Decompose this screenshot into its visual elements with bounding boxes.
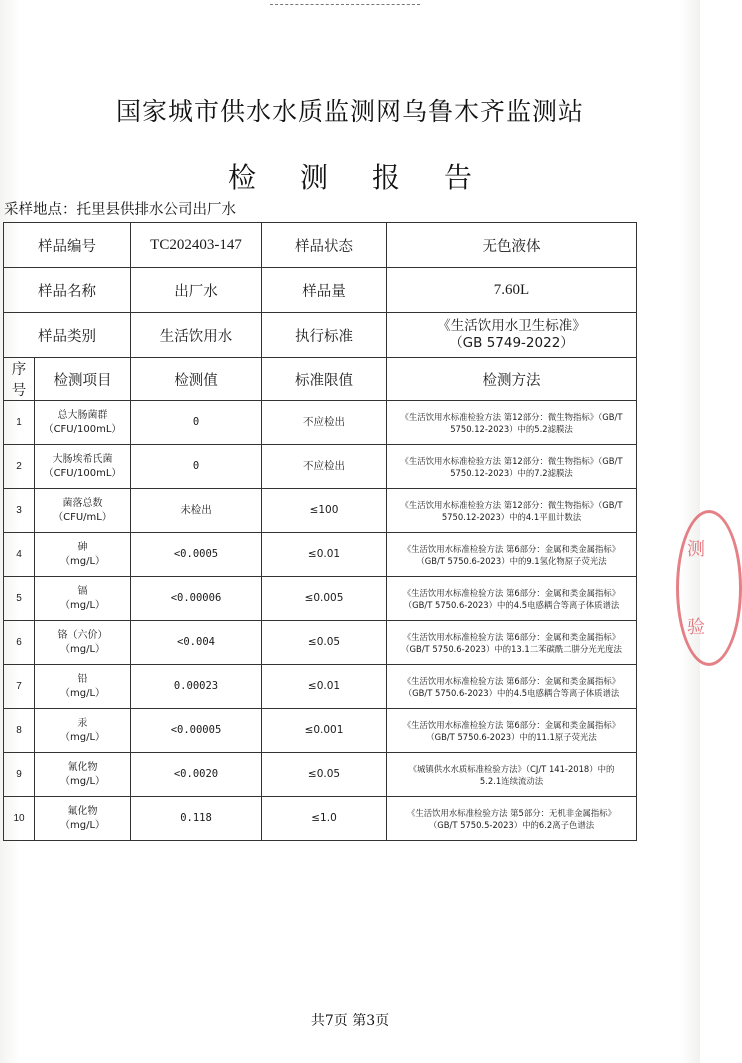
red-seal-stamp (676, 510, 742, 666)
test-value: <0.00006 (131, 577, 262, 621)
table-row (4, 401, 637, 445)
column-header-row (4, 358, 637, 401)
standard-limit: ≤0.01 (262, 665, 387, 709)
test-item (35, 665, 131, 709)
stamp-char: 测 (687, 539, 705, 560)
test-method-line: 《生活饮用水标准检验方法 第6部分：金属和类金属指标》 (402, 719, 621, 730)
standard-name: 《生活饮用水卫生标准》 (437, 318, 586, 334)
sample-state-value: 无色液体 (387, 223, 637, 268)
test-item (35, 533, 131, 577)
test-item-name: 大肠埃希氏菌 (52, 453, 113, 465)
table-row (4, 577, 637, 621)
test-method (387, 577, 637, 621)
test-method (387, 753, 637, 797)
test-method-line: 《生活饮用水标准检验方法 第6部分：金属和类金属指标》 (402, 675, 621, 686)
test-method-line: 《城镇供水水质标准检验方法》（CJ/T 141-2018）中的 (408, 763, 615, 774)
column-header-method: 检测方法 (387, 358, 637, 401)
test-method-line: 《生活饮用水标准检验方法 第6部分：金属和类金属指标》 (402, 631, 621, 642)
standard-limit: ≤100 (262, 489, 387, 533)
test-method-line: （GB/T 5750.6-2023）中的13.1二苯碳酰二肼分光光度法 (401, 643, 622, 654)
test-method (387, 621, 637, 665)
test-item-name: 镉 (77, 585, 88, 597)
test-item-unit: （CFU/mL） (53, 511, 112, 523)
row-number: 9 (4, 753, 35, 797)
test-value: 0 (131, 401, 262, 445)
test-item-name: 氰化物 (67, 761, 98, 773)
report-title-char: 检 (227, 161, 256, 194)
report-title-char: 报 (372, 161, 401, 194)
row-number: 8 (4, 709, 35, 753)
test-method-line: 5750.12-2023）中的5.2滤膜法 (450, 423, 573, 434)
row-number: 10 (4, 797, 35, 841)
sample-category-value: 生活饮用水 (131, 313, 262, 358)
row-number: 1 (4, 401, 35, 445)
test-value: 0.118 (131, 797, 262, 841)
table-row (4, 533, 637, 577)
test-item-name: 氟化物 (67, 805, 98, 817)
stamp-char: 验 (687, 617, 705, 638)
test-method-line: （GB/T 5750.6-2023）中的11.1原子荧光法 (426, 731, 597, 742)
test-method-line: （GB/T 5750.6-2023）中的4.5电感耦合等离子体质谱法 (403, 687, 620, 698)
row-number: 4 (4, 533, 35, 577)
sample-info-row (4, 268, 637, 313)
test-method-line: 《生活饮用水标准检验方法 第6部分：金属和类金属指标》 (402, 543, 621, 554)
standard-limit: 不应检出 (262, 445, 387, 489)
standard-label: 执行标准 (262, 313, 387, 358)
table-row (4, 797, 637, 841)
test-method-line: 《生活饮用水标准检验方法 第12部分：微生物指标》（GB/T (400, 411, 623, 422)
test-method (387, 797, 637, 841)
column-header-limit: 标准限值 (262, 358, 387, 401)
test-item (35, 489, 131, 533)
test-method-line: 《生活饮用水标准检验方法 第5部分：无机非金属指标》 (407, 807, 616, 818)
sample-id-label: 样品编号 (4, 223, 131, 268)
test-item-unit: （mg/L） (59, 555, 106, 567)
test-item-name: 砷 (77, 541, 88, 553)
test-item-unit: （mg/L） (59, 687, 106, 699)
sample-info-section (4, 223, 637, 401)
test-value: 未检出 (131, 489, 262, 533)
organization-title: 国家城市供水水质监测网乌鲁木齐监测站 (115, 97, 584, 126)
test-value: 0 (131, 445, 262, 489)
test-method-line: 5750.12-2023）中的7.2滤膜法 (450, 467, 573, 478)
test-item-unit: （CFU/100mL） (43, 467, 122, 479)
table-row (4, 489, 637, 533)
test-item (35, 445, 131, 489)
sample-amount-value: 7.60L (387, 268, 637, 313)
table-row (4, 665, 637, 709)
column-header-seq: 序号 (4, 358, 35, 401)
sample-name-label: 样品名称 (4, 268, 131, 313)
page-number: 共7页 第3页 (310, 1013, 390, 1029)
test-item-name: 总大肠菌群 (57, 409, 108, 421)
test-method-line: 《生活饮用水标准检验方法 第12部分：微生物指标》（GB/T (400, 455, 623, 466)
test-item (35, 577, 131, 621)
test-method (387, 445, 637, 489)
test-method-line: 《生活饮用水标准检验方法 第12部分：微生物指标》（GB/T (400, 499, 623, 510)
test-method-line: 5.2.1连续流动法 (479, 775, 544, 786)
sample-category-label: 样品类别 (4, 313, 131, 358)
test-method (387, 709, 637, 753)
test-value: 0.00023 (131, 665, 262, 709)
test-item-name: 铅 (77, 673, 88, 685)
test-item-unit: （CFU/100mL） (43, 423, 122, 435)
table-row (4, 445, 637, 489)
test-item-unit: （mg/L） (59, 731, 106, 743)
test-item-name: 汞 (77, 717, 88, 729)
test-item (35, 621, 131, 665)
test-item-unit: （mg/L） (59, 775, 106, 787)
standard-code: （GB 5749-2022） (449, 335, 574, 351)
sampling-location: 采样地点：托里县供排水公司出厂水 (4, 202, 236, 218)
test-item (35, 753, 131, 797)
test-item-unit: （mg/L） (59, 819, 106, 831)
test-method-line: （GB/T 5750.5-2023）中的6.2离子色谱法 (428, 819, 595, 830)
binding-mark (270, 0, 420, 5)
row-number: 5 (4, 577, 35, 621)
standard-limit: 不应检出 (262, 401, 387, 445)
row-number: 7 (4, 665, 35, 709)
test-method-line: （GB/T 5750.6-2023）中的4.5电感耦合等离子体质谱法 (403, 599, 620, 610)
test-value: <0.0020 (131, 753, 262, 797)
standard-limit: ≤0.01 (262, 533, 387, 577)
row-number: 2 (4, 445, 35, 489)
row-number: 3 (4, 489, 35, 533)
sample-state-label: 样品状态 (262, 223, 387, 268)
test-value: <0.0005 (131, 533, 262, 577)
standard-limit: ≤0.05 (262, 621, 387, 665)
test-item-unit: （mg/L） (59, 599, 106, 611)
test-value: <0.004 (131, 621, 262, 665)
sample-name-value: 出厂水 (131, 268, 262, 313)
standard-limit: ≤1.0 (262, 797, 387, 841)
standard-limit: ≤0.005 (262, 577, 387, 621)
sample-amount-label: 样品量 (262, 268, 387, 313)
table-row (4, 621, 637, 665)
sample-id-value: TC202403-147 (131, 223, 262, 268)
test-value: <0.00005 (131, 709, 262, 753)
column-header-value: 检测值 (131, 358, 262, 401)
test-item (35, 797, 131, 841)
report-title (0, 156, 700, 196)
test-item (35, 401, 131, 445)
sample-info-row (4, 313, 637, 358)
sample-info-row (4, 223, 637, 268)
test-method (387, 533, 637, 577)
test-method (387, 489, 637, 533)
test-method-line: （GB/T 5750.6-2023）中的9.1氢化物原子荧光法 (416, 555, 607, 566)
report-title-char: 测 (299, 161, 328, 194)
standard-limit: ≤0.001 (262, 709, 387, 753)
test-method-line: 5750.12-2023）中的4.1平皿计数法 (441, 511, 582, 522)
column-header-item: 检测项目 (35, 358, 131, 401)
table-row (4, 709, 637, 753)
standard-limit: ≤0.05 (262, 753, 387, 797)
test-item-name: 菌落总数 (62, 497, 103, 509)
test-method-line: 《生活饮用水标准检验方法 第6部分：金属和类金属指标》 (402, 587, 621, 598)
report-title-char: 告 (444, 161, 473, 194)
test-method (387, 401, 637, 445)
table-row (4, 753, 637, 797)
standard-value (387, 313, 637, 358)
row-number: 6 (4, 621, 35, 665)
test-item (35, 709, 131, 753)
test-item-unit: （mg/L） (59, 643, 106, 655)
test-method (387, 665, 637, 709)
test-item-name: 铬（六价） (57, 629, 108, 641)
report-table (3, 222, 637, 841)
result-rows (4, 401, 637, 841)
